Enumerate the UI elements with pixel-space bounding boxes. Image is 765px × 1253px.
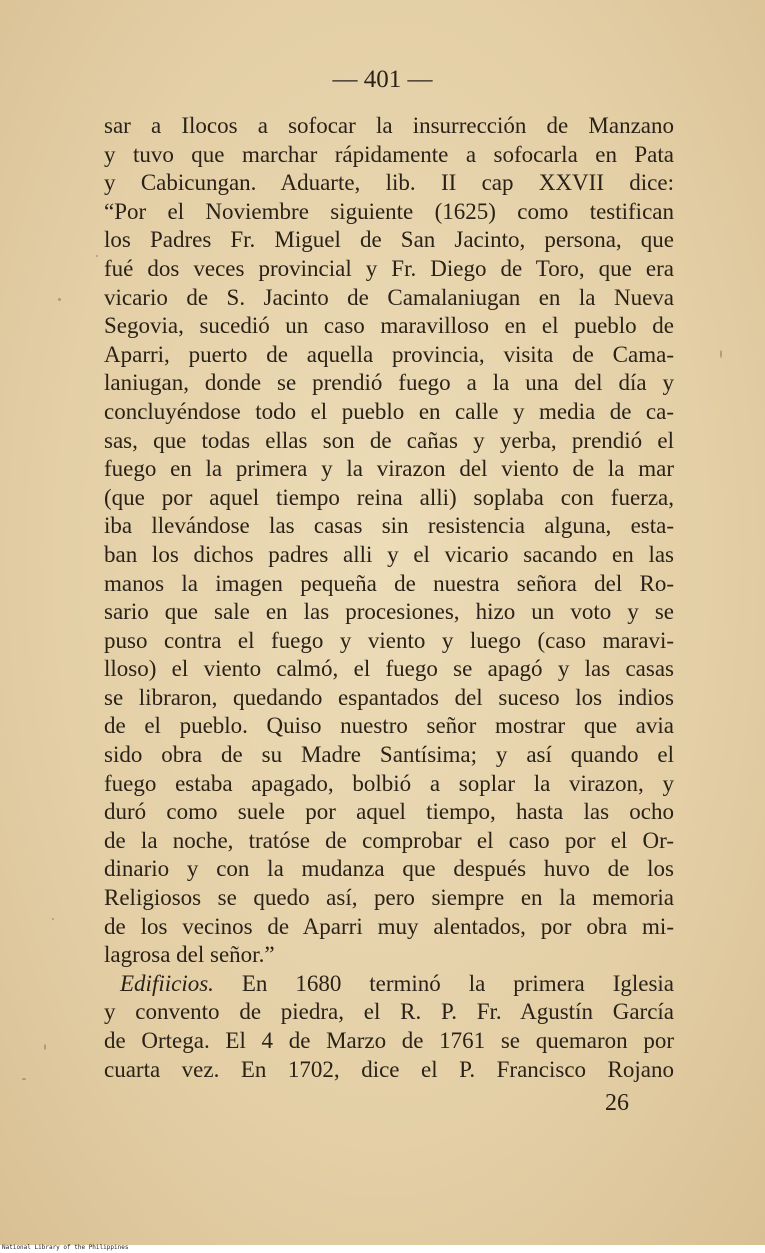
text-line: sar a Ilocos a sofocar la insurrección de Manzano <box>104 113 674 138</box>
text-line: Aparri, puerto de aquella provincia, visita de Cama- <box>104 341 674 367</box>
text-line: y convento de piedra, el R. P. Fr. Agustín García <box>104 999 674 1025</box>
text-line: fuego en la primera y la virazon del viento de la mar <box>104 456 674 482</box>
text-line: duró como suele por aquel tiempo, hasta las ocho <box>104 799 674 825</box>
text-line: iba llevándose las casas sin resistencia alguna, esta- <box>104 513 674 539</box>
text-line: manos la imagen pequeña de nuestra señora del Ro- <box>104 570 674 596</box>
section-heading: Edifiicios. <box>120 970 214 996</box>
text-line: lagrosa del señor.” <box>104 942 275 968</box>
text-line: se libraron, quedando espantados del suceso los indios <box>104 684 674 710</box>
paper-speck <box>44 1044 46 1050</box>
text-line: vicario de S. Jacinto de Camalaniugan en la Nueva <box>104 284 674 310</box>
signature-mark: 26 <box>605 1090 629 1116</box>
text-line: los Padres Fr. Miguel de San Jacinto, persona, que <box>104 227 674 253</box>
text-line: y Cabicungan. Aduarte, lib. II cap XXVII dice: <box>104 170 674 196</box>
text-line: sas, que todas ellas son de cañas y yerba, prendió el <box>104 427 674 453</box>
paper-speck <box>58 298 61 301</box>
text-line: “Por el Noviembre siguiente (1625) como testifican <box>104 198 674 224</box>
page-number: — 401 — <box>332 66 433 93</box>
text-line: de el pueblo. Quiso nuestro señor mostrar que avia <box>104 713 674 739</box>
text-line: fué dos veces provincial y Fr. Diego de Toro, que era <box>104 255 674 281</box>
text-line: de los vecinos de Aparri muy alentados, por obra mi- <box>104 913 674 939</box>
body-text <box>104 112 674 1084</box>
text-line: ban los dichos padres alli y el vicario sacando en las <box>104 541 674 567</box>
text-line: concluyéndose todo el pueblo en calle y media de ca- <box>104 398 674 424</box>
paper-speck <box>720 350 722 358</box>
text-line: puso contra el fuego y viento y luego (caso maravi- <box>104 627 674 653</box>
text-line: Segovia, sucedió un caso maravilloso en el pueblo de <box>104 313 674 339</box>
paper-speck <box>96 255 98 257</box>
text-line: dinario y con la mudanza que después huvo de los <box>104 856 674 882</box>
text-line: y tuvo que marchar rápidamente a sofocarla en Pata <box>104 141 674 167</box>
text-line: fuego estaba apagado, bolbió a soplar la virazon, y <box>104 770 674 796</box>
text-line: sido obra de su Madre Santísima; y así quando el <box>104 742 674 768</box>
text-line: de Ortega. El 4 de Marzo de 1761 se quemaron por <box>104 1028 674 1053</box>
text-line: (que por aquel tiempo reina alli) soplaba con fuerza, <box>104 484 674 510</box>
section-first-line-text: En 1680 terminó la primera Iglesia <box>241 970 675 996</box>
paper-speck <box>22 1078 26 1080</box>
library-credit-strip <box>0 1245 765 1253</box>
library-credit: National Library of the Philippines <box>2 1244 129 1251</box>
paper-speck <box>52 918 54 920</box>
text-line: sario que sale en las procesiones, hizo un voto y se <box>104 599 674 625</box>
text-line: cuarta vez. En 1702, dice el P. Francisco Rojano <box>104 1056 674 1082</box>
text-line: Religiosos se quedo así, pero siempre en la memoria <box>104 885 674 911</box>
text-line: de la noche, tratóse de comprobar el caso por el Or- <box>104 827 674 853</box>
text-line: lloso) el viento calmó, el fuego se apagó y las casas <box>104 656 674 682</box>
text-line: laniugan, donde se prendió fuego a la una del día y <box>104 370 674 396</box>
section-first-line <box>104 970 674 999</box>
